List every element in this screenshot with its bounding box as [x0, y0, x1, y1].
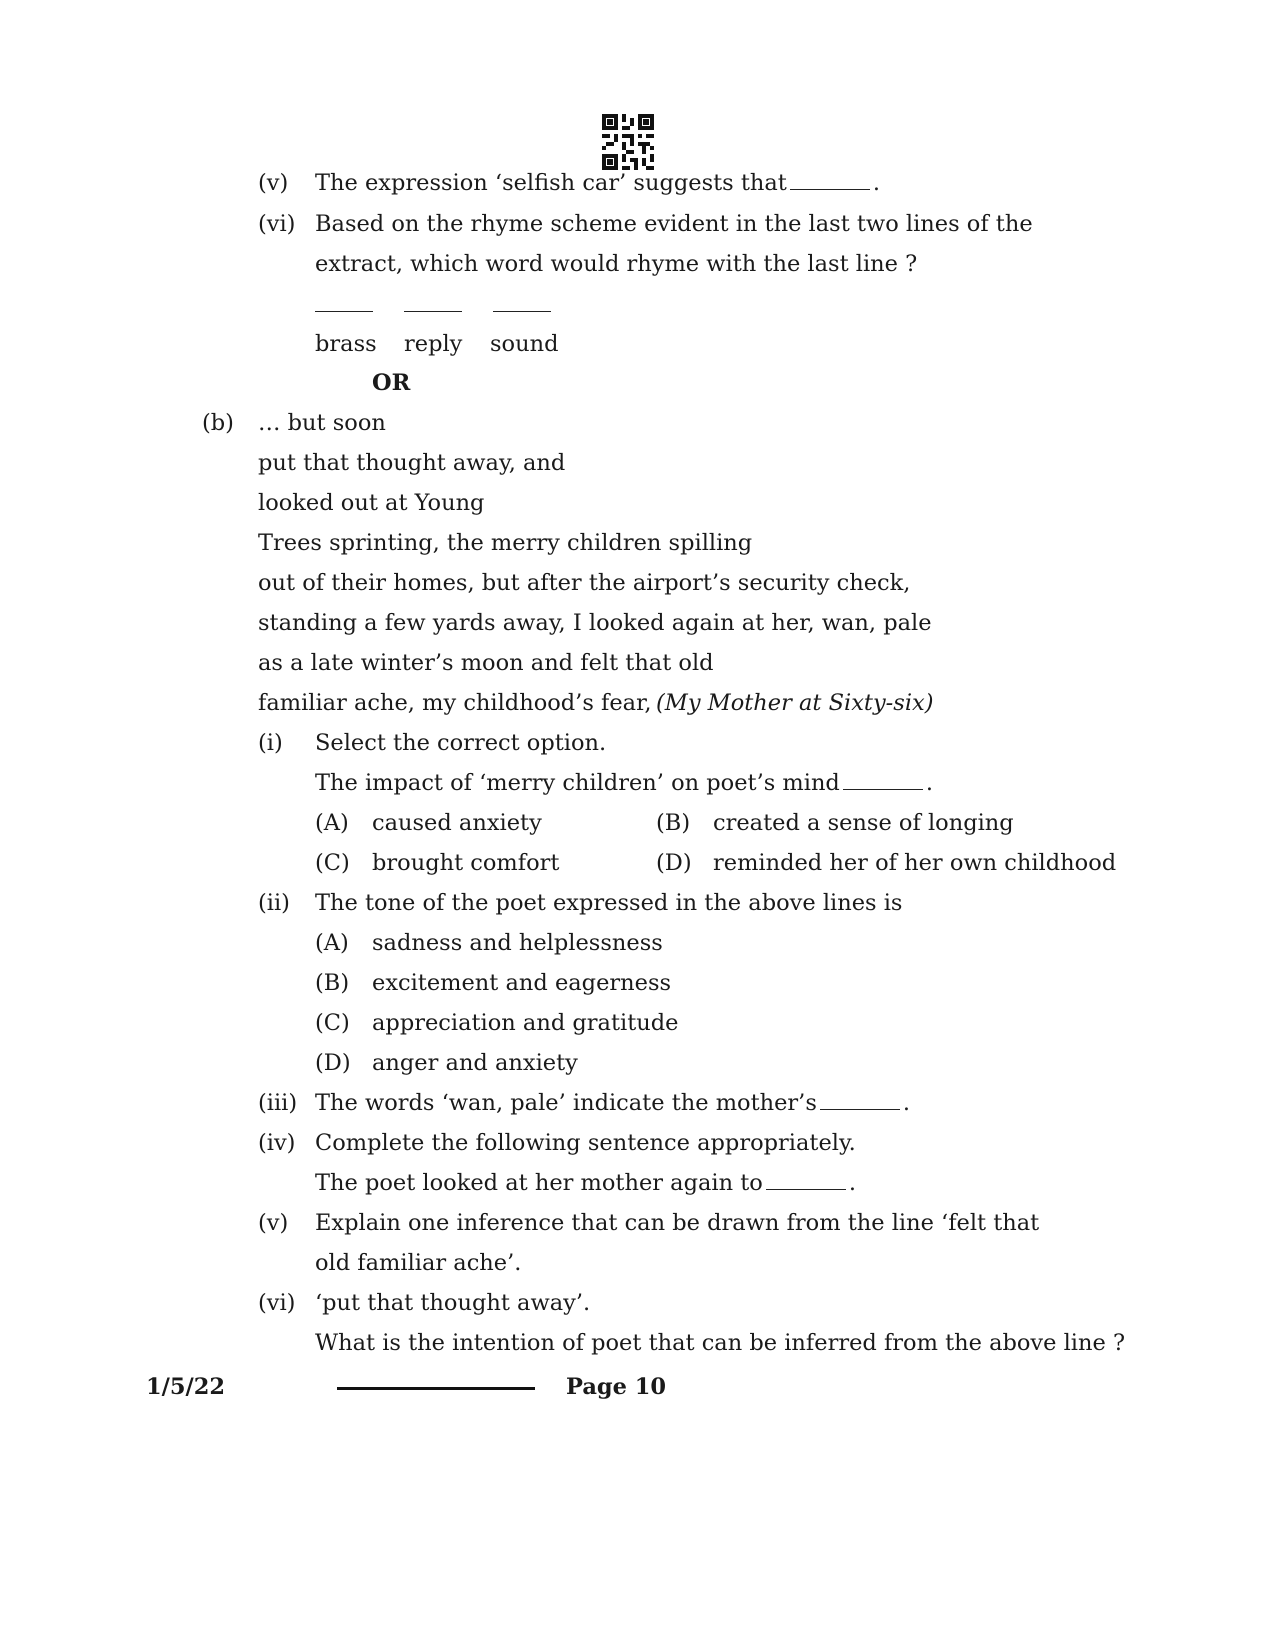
question-a-vi-line2: extract, which word would rhyme with the last line ?	[315, 251, 918, 277]
option-letter: (B)	[315, 970, 350, 996]
question-a-v-text	[315, 172, 880, 195]
qr-code	[602, 114, 654, 170]
rhyme-blank-3	[493, 311, 551, 312]
question-a-v-label: The expression ‘selfish car’ suggests that	[315, 170, 787, 196]
question-b-iii-text	[315, 1092, 910, 1115]
question-b-iv-end: .	[848, 1170, 856, 1196]
question-b-v-line1: Explain one inference that can be drawn from the line ‘felt that	[315, 1210, 1040, 1236]
question-b-i-number: (i)	[258, 730, 283, 756]
question-b-iv-label: The poet looked at her mother again to	[315, 1170, 763, 1196]
answer-blank	[820, 1108, 900, 1110]
question-b-i-line2	[315, 772, 933, 795]
question-a-v-end: .	[872, 170, 880, 196]
page-number: Page 10	[566, 1374, 667, 1400]
rhyme-option: brass	[315, 331, 377, 357]
paper-code: 1/5/22	[146, 1374, 226, 1400]
poem-line: familiar ache, my childhood’s fear,	[258, 690, 652, 716]
option-text: excitement and eagerness	[372, 970, 672, 996]
question-b-i-line1: Select the correct option.	[315, 730, 607, 756]
question-b-v-number: (v)	[258, 1210, 289, 1236]
poem-line: put that thought away, and	[258, 450, 566, 476]
answer-blank	[843, 788, 923, 790]
question-b-vi-line2: What is the intention of poet that can be inferred from the above line ?	[315, 1330, 1126, 1356]
question-b-iii-label: The words ‘wan, pale’ indicate the mother’s	[315, 1090, 817, 1116]
question-b-ii-number: (ii)	[258, 890, 290, 916]
option-text: sadness and helplessness	[372, 930, 663, 956]
question-b-vi-number: (vi)	[258, 1290, 296, 1316]
poem-line: Trees sprinting, the merry children spilling	[258, 530, 753, 556]
or-separator: OR	[372, 370, 411, 396]
question-b-iii-number: (iii)	[258, 1090, 298, 1116]
poem-line: … but soon	[258, 410, 386, 436]
option-text: anger and anxiety	[372, 1050, 578, 1076]
rhyme-blank-1	[315, 311, 373, 312]
question-a-vi-number: (vi)	[258, 211, 296, 237]
answer-blank	[790, 188, 870, 190]
poem-source: (My Mother at Sixty-six)	[656, 690, 934, 716]
part-b-label: (b)	[202, 410, 234, 436]
poem-line: looked out at Young	[258, 490, 485, 516]
option-letter: (D)	[315, 1050, 351, 1076]
rhyme-blank-2	[404, 311, 462, 312]
footer-rule	[337, 1387, 535, 1390]
option-text: caused anxiety	[372, 810, 542, 836]
question-a-vi-line1: Based on the rhyme scheme evident in the last two lines of the	[315, 211, 1033, 237]
rhyme-option: sound	[490, 331, 559, 357]
option-letter: (A)	[315, 930, 349, 956]
question-b-v-line2: old familiar ache’.	[315, 1250, 522, 1276]
question-b-iv-line2	[315, 1172, 856, 1195]
question-b-vi-line1: ‘put that thought away’.	[315, 1290, 591, 1316]
poem-line: out of their homes, but after the airport’s security check,	[258, 570, 911, 596]
question-b-ii-text: The tone of the poet expressed in the above lines is	[315, 890, 903, 916]
question-a-v-number: (v)	[258, 170, 289, 196]
rhyme-option: reply	[404, 331, 463, 357]
option-letter: (B)	[656, 810, 691, 836]
answer-blank	[766, 1188, 846, 1190]
question-b-i-label: The impact of ‘merry children’ on poet’s mind	[315, 770, 840, 796]
poem-line: as a late winter’s moon and felt that old	[258, 650, 714, 676]
option-letter: (C)	[315, 850, 350, 876]
option-text: reminded her of her own childhood	[713, 850, 1117, 876]
option-text: appreciation and gratitude	[372, 1010, 679, 1036]
question-b-iv-line1: Complete the following sentence appropriately.	[315, 1130, 856, 1156]
option-letter: (D)	[656, 850, 692, 876]
poem-line: standing a few yards away, I looked again at her, wan, pale	[258, 610, 932, 636]
question-b-i-end: .	[925, 770, 933, 796]
question-b-iii-end: .	[902, 1090, 911, 1116]
option-text: brought comfort	[372, 850, 560, 876]
option-text: created a sense of longing	[713, 810, 1014, 836]
question-b-iv-number: (iv)	[258, 1130, 296, 1156]
option-letter: (C)	[315, 1010, 350, 1036]
option-letter: (A)	[315, 810, 349, 836]
